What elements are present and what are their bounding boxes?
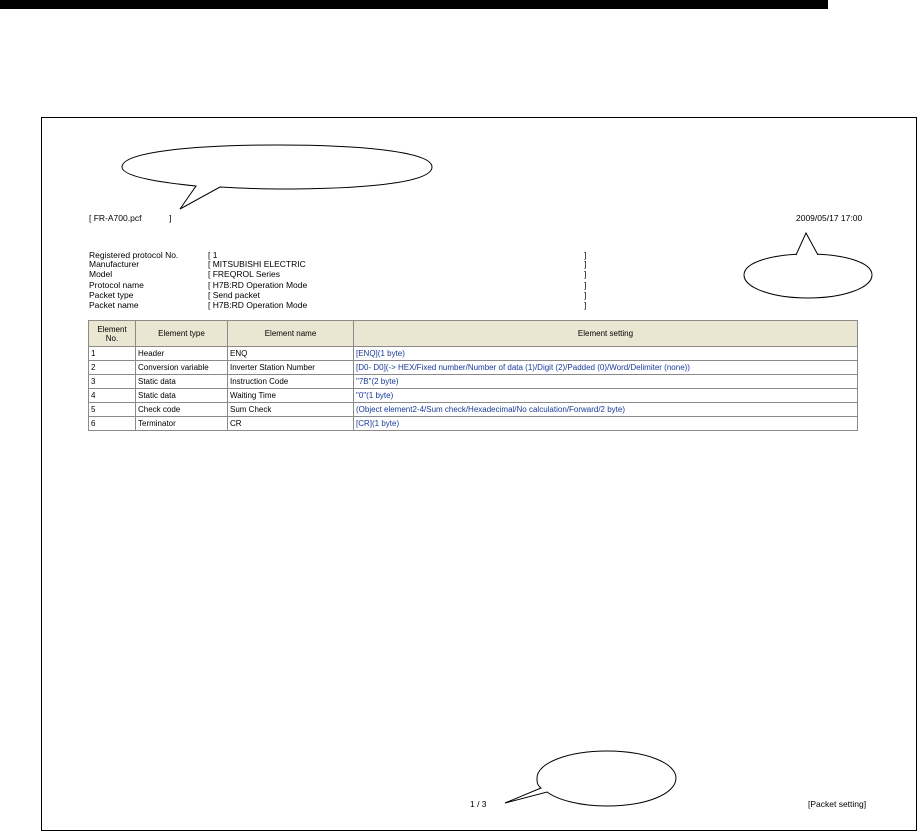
cell-name: Sum Check — [228, 403, 354, 417]
section-name: [Packet setting] — [808, 799, 867, 809]
info-value: [ FREQROL Series — [208, 269, 280, 279]
info-value: [ H7B:RD Operation Mode — [208, 280, 308, 290]
cell-type: Check code — [136, 403, 228, 417]
cell-no: 3 — [89, 375, 136, 389]
header-element-setting: Element setting — [354, 321, 858, 347]
info-bracket-close: ] — [584, 269, 587, 279]
header-element-name: Element name — [228, 321, 354, 347]
print-datetime: 2009/05/17 17:00 — [796, 213, 863, 223]
callout-bubble-filename — [118, 143, 438, 213]
cell-no: 2 — [89, 361, 136, 375]
top-rule — [0, 0, 828, 9]
cell-no: 1 — [89, 347, 136, 361]
file-name-close: ] — [169, 213, 172, 223]
cell-name: Inverter Station Number — [228, 361, 354, 375]
cell-type: Static data — [136, 375, 228, 389]
info-label: Protocol name — [89, 280, 144, 290]
cell-no: 6 — [89, 417, 136, 431]
info-bracket-close: ] — [584, 290, 587, 300]
info-value: [ MITSUBISHI ELECTRIC — [208, 259, 306, 269]
cell-setting: "0"(1 byte) — [354, 389, 858, 403]
cell-no: 5 — [89, 403, 136, 417]
cell-no: 4 — [89, 389, 136, 403]
cell-name: CR — [228, 417, 354, 431]
file-name-open: [ FR-A700.pcf — [89, 213, 142, 223]
info-label: Packet name — [89, 300, 139, 310]
info-bracket-close: ] — [584, 250, 587, 260]
cell-name: Waiting Time — [228, 389, 354, 403]
info-label: Packet type — [89, 290, 134, 300]
info-bracket-close: ] — [584, 300, 587, 310]
cell-setting: "7B"(2 byte) — [354, 375, 858, 389]
callout-bubble-page — [500, 748, 680, 810]
print-preview-frame — [41, 117, 917, 831]
info-value: [ Send packet — [208, 290, 260, 300]
table-row — [89, 361, 858, 375]
info-label: Manufacturer — [89, 259, 140, 269]
table-row — [89, 389, 858, 403]
cell-setting: (Object element2-4/Sum check/Hexadecimal/No calculation/Forward/2 byte) — [354, 403, 858, 417]
info-bracket-close: ] — [584, 280, 587, 290]
table-row — [89, 347, 858, 361]
cell-setting: [ENQ](1 byte) — [354, 347, 858, 361]
info-value: [ H7B:RD Operation Mode — [208, 300, 308, 310]
cell-setting: [D0- D0](-> HEX/Fixed number/Number of data (1)/Digit (2)/Padded (0)/Word/Delimiter (none)) — [354, 361, 858, 375]
cell-type: Header — [136, 347, 228, 361]
cell-type: Conversion variable — [136, 361, 228, 375]
table-header-row — [89, 321, 858, 347]
cell-name: Instruction Code — [228, 375, 354, 389]
info-label: Model — [89, 269, 113, 279]
header-element-no: Element No. — [89, 321, 136, 347]
cell-type: Static data — [136, 389, 228, 403]
info-value: [ 1 — [208, 250, 218, 260]
cell-setting: [CR](1 byte) — [354, 417, 858, 431]
info-label: Registered protocol No. — [89, 250, 179, 260]
info-bracket-close: ] — [584, 259, 587, 269]
header-element-type: Element type — [136, 321, 228, 347]
table-row — [89, 417, 858, 431]
cell-type: Terminator — [136, 417, 228, 431]
cell-name: ENQ — [228, 347, 354, 361]
table-row — [89, 375, 858, 389]
page-number: 1 / 3 — [470, 799, 487, 809]
table-row — [89, 403, 858, 417]
callout-bubble-datetime — [740, 228, 876, 302]
element-table — [88, 320, 858, 431]
